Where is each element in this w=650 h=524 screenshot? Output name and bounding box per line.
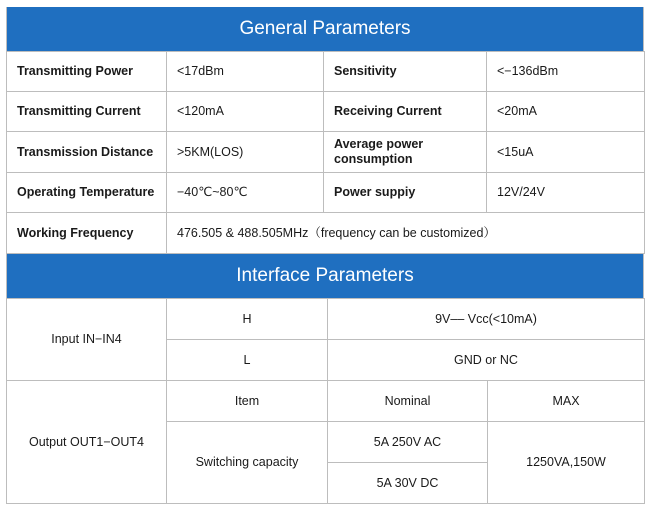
table-row [7,213,645,254]
spec-sheet [6,7,644,504]
table-row [7,52,645,92]
nominal-column-header: Nominal [328,381,488,422]
general-parameters-header: General Parameters [6,7,644,51]
max-column-header: MAX [488,381,645,422]
output-label: Output OUT1−OUT4 [7,381,167,504]
average-power-consumption-label: Average power consumption [324,132,487,173]
working-frequency-value: 476.505 & 488.505MHz（frequency can be customized） [167,213,645,254]
input-high-label: H [167,299,328,340]
interface-parameters-table [6,298,645,504]
switching-capacity-label: Switching capacity [167,422,328,504]
interface-parameters-header: Interface Parameters [6,254,644,298]
max-value: 1250VA,150W [488,422,645,504]
transmission-distance-label: Transmission Distance [7,132,167,173]
nominal-ac-value: 5A 250V AC [328,422,488,463]
operating-temperature-label: Operating Temperature [7,173,167,213]
power-supply-value: 12V/24V [487,173,645,213]
input-low-label: L [167,340,328,381]
operating-temperature-value: −40℃~80℃ [167,173,324,213]
working-frequency-label: Working Frequency [7,213,167,254]
transmitting-current-label: Transmitting Current [7,92,167,132]
transmitting-current-value: <120mA [167,92,324,132]
table-row [7,299,645,340]
power-supply-label: Power suppiy [324,173,487,213]
receiving-current-value: <20mA [487,92,645,132]
sensitivity-label: Sensitivity [324,52,487,92]
table-row [7,173,645,213]
table-row [7,132,645,173]
input-low-value: GND or NC [328,340,645,381]
transmission-distance-value: >5KM(LOS) [167,132,324,173]
average-power-consumption-value: <15uA [487,132,645,173]
receiving-current-label: Receiving Current [324,92,487,132]
table-row [7,381,645,422]
item-column-header: Item [167,381,328,422]
transmitting-power-label: Transmitting Power [7,52,167,92]
general-parameters-table [6,51,645,254]
transmitting-power-value: <17dBm [167,52,324,92]
sensitivity-value: <−136dBm [487,52,645,92]
table-row [7,92,645,132]
input-label: Input IN−IN4 [7,299,167,381]
input-high-value: 9V–– Vcc(<10mA) [328,299,645,340]
nominal-dc-value: 5A 30V DC [328,463,488,504]
